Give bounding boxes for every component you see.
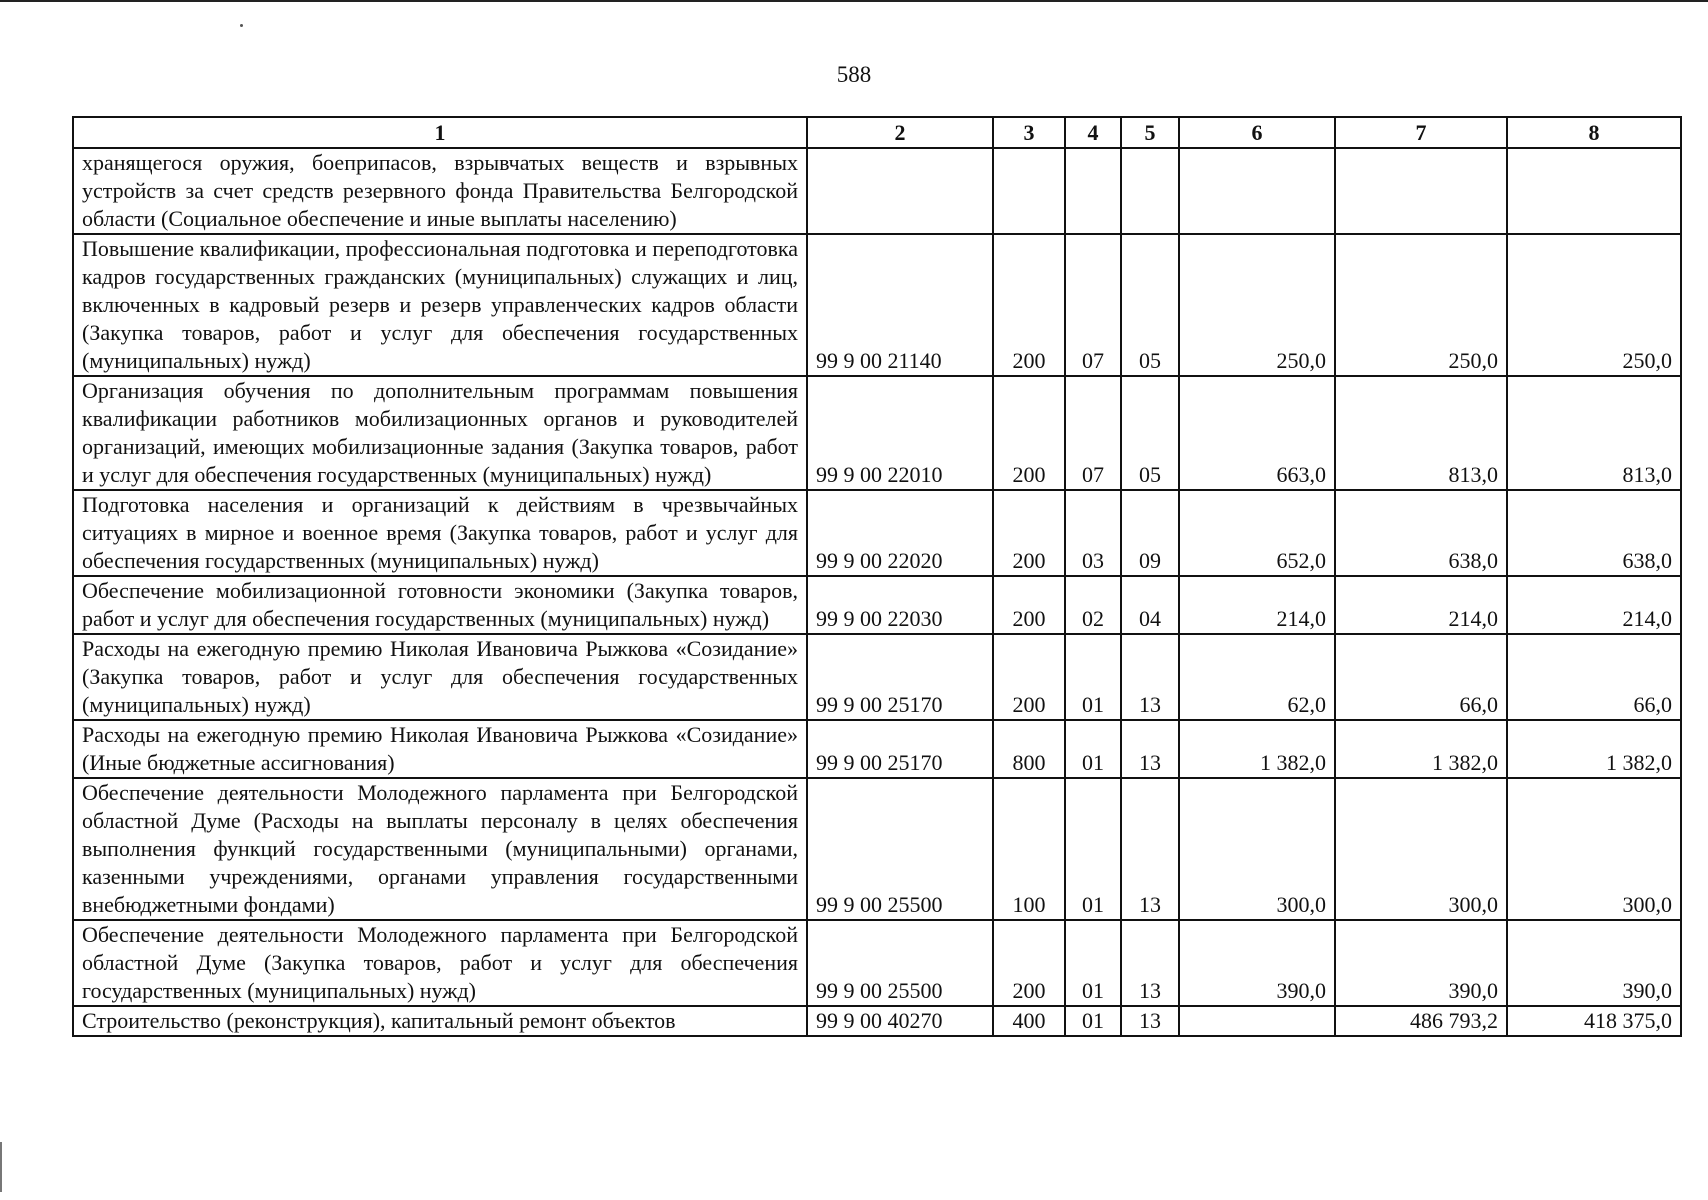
subsection-code: 05 [1121, 234, 1179, 376]
amount-col-7: 813,0 [1335, 376, 1507, 490]
amount-col-6: 214,0 [1179, 576, 1335, 634]
expense-description: Строительство (реконструкция), капитальный ремонт объектов [73, 1006, 807, 1036]
expense-type-code: 200 [993, 920, 1065, 1006]
amount-col-7: 66,0 [1335, 634, 1507, 720]
expense-type-code: 200 [993, 376, 1065, 490]
target-article-code: 99 9 00 22030 [807, 576, 993, 634]
table-row [73, 148, 1681, 234]
amount-col-6: 1 382,0 [1179, 720, 1335, 778]
expense-description: Обеспечение деятельности Молодежного парламента при Белгородской областной Думе (Закупка товаров, работ и услуг для обеспечения государственных (муниципальных) нужд) [73, 920, 807, 1006]
expense-type-code: 400 [993, 1006, 1065, 1036]
amount-col-7: 1 382,0 [1335, 720, 1507, 778]
expense-type-code: 200 [993, 234, 1065, 376]
target-article-code: 99 9 00 22020 [807, 490, 993, 576]
header-cell-2: 2 [807, 117, 993, 148]
header-cell-3: 3 [993, 117, 1065, 148]
section-code: 01 [1065, 920, 1121, 1006]
table-row [73, 576, 1681, 634]
header-cell-5: 5 [1121, 117, 1179, 148]
expense-type-code: 200 [993, 490, 1065, 576]
amount-col-8: 66,0 [1507, 634, 1681, 720]
target-article-code: 99 9 00 25170 [807, 720, 993, 778]
expense-type-code: 200 [993, 634, 1065, 720]
amount-col-8: 418 375,0 [1507, 1006, 1681, 1036]
expense-type-code: 100 [993, 778, 1065, 920]
amount-col-7: 214,0 [1335, 576, 1507, 634]
left-scan-mark [0, 1142, 2, 1192]
header-cell-4: 4 [1065, 117, 1121, 148]
amount-col-8: 638,0 [1507, 490, 1681, 576]
amount-col-6 [1179, 1006, 1335, 1036]
target-article-code [807, 148, 993, 234]
subsection-code: 13 [1121, 920, 1179, 1006]
subsection-code: 13 [1121, 720, 1179, 778]
amount-col-7: 300,0 [1335, 778, 1507, 920]
subsection-code: 09 [1121, 490, 1179, 576]
amount-col-8: 1 382,0 [1507, 720, 1681, 778]
expense-description: Повышение квалификации, профессиональная подготовка и переподготовка кадров государственных гражданских (муниципальных) служащих и лиц, включенных в кадровый резерв и резерв управленческих кадров области (Закупка товаров, работ и услуг для обеспечения государственных (муниципальных) нужд) [73, 234, 807, 376]
expense-type-code: 800 [993, 720, 1065, 778]
subsection-code: 13 [1121, 634, 1179, 720]
table-row [73, 778, 1681, 920]
amount-col-6: 390,0 [1179, 920, 1335, 1006]
table-row [73, 234, 1681, 376]
section-code: 07 [1065, 234, 1121, 376]
section-code: 03 [1065, 490, 1121, 576]
amount-col-7 [1335, 148, 1507, 234]
amount-col-8: 813,0 [1507, 376, 1681, 490]
subsection-code: 04 [1121, 576, 1179, 634]
subsection-code: 13 [1121, 1006, 1179, 1036]
table-row [73, 1006, 1681, 1036]
amount-col-8: 250,0 [1507, 234, 1681, 376]
expense-description: Организация обучения по дополнительным программам повышения квалификации работников мобилизационных органов и руководителей организаций, имеющих мобилизационные задания (Закупка товаров, работ и услуг для обеспечения государственных (муниципальных) нужд) [73, 376, 807, 490]
amount-col-6 [1179, 148, 1335, 234]
target-article-code: 99 9 00 25500 [807, 920, 993, 1006]
amount-col-8 [1507, 148, 1681, 234]
table-row [73, 634, 1681, 720]
header-cell-8: 8 [1507, 117, 1681, 148]
amount-col-6: 300,0 [1179, 778, 1335, 920]
subsection-code: 13 [1121, 778, 1179, 920]
budget-table [72, 116, 1682, 1037]
header-cell-7: 7 [1335, 117, 1507, 148]
section-code: 01 [1065, 1006, 1121, 1036]
subsection-code [1121, 148, 1179, 234]
target-article-code: 99 9 00 22010 [807, 376, 993, 490]
table-row [73, 920, 1681, 1006]
expense-description: хранящегося оружия, боеприпасов, взрывчатых веществ и взрывных устройств за счет средств резервного фонда Правительства Белгородской области (Социальное обеспечение и иные выплаты населению) [73, 148, 807, 234]
header-cell-1: 1 [73, 117, 807, 148]
amount-col-6: 62,0 [1179, 634, 1335, 720]
target-article-code: 99 9 00 25170 [807, 634, 993, 720]
expense-description: Подготовка населения и организаций к действиям в чрезвычайных ситуациях в мирное и военное время (Закупка товаров, работ и услуг для обеспечения государственных (муниципальных) нужд) [73, 490, 807, 576]
table-row [73, 490, 1681, 576]
expense-type-code: 200 [993, 576, 1065, 634]
top-border-line [0, 0, 1708, 2]
expense-description: Расходы на ежегодную премию Николая Ивановича Рыжкова «Созидание» (Иные бюджетные ассигнования) [73, 720, 807, 778]
section-code: 01 [1065, 720, 1121, 778]
header-cell-6: 6 [1179, 117, 1335, 148]
section-code: 02 [1065, 576, 1121, 634]
amount-col-6: 663,0 [1179, 376, 1335, 490]
page-number: 588 [836, 62, 872, 87]
amount-col-8: 390,0 [1507, 920, 1681, 1006]
section-code: 01 [1065, 634, 1121, 720]
expense-type-code [993, 148, 1065, 234]
section-code: 01 [1065, 778, 1121, 920]
amount-col-6: 250,0 [1179, 234, 1335, 376]
subsection-code: 05 [1121, 376, 1179, 490]
scan-speck [240, 24, 243, 27]
expense-description: Обеспечение деятельности Молодежного парламента при Белгородской областной Думе (Расходы на выплаты персоналу в целях обеспечения выполнения функций государственными (муниципальными) органами, казенными учреждениями, органами управления государственными внебюджетными фондами) [73, 778, 807, 920]
target-article-code: 99 9 00 21140 [807, 234, 993, 376]
target-article-code: 99 9 00 40270 [807, 1006, 993, 1036]
amount-col-7: 638,0 [1335, 490, 1507, 576]
amount-col-7: 486 793,2 [1335, 1006, 1507, 1036]
amount-col-8: 214,0 [1507, 576, 1681, 634]
section-code: 07 [1065, 376, 1121, 490]
table-row [73, 376, 1681, 490]
table-row [73, 720, 1681, 778]
expense-description: Расходы на ежегодную премию Николая Ивановича Рыжкова «Созидание» (Закупка товаров, работ и услуг для обеспечения государственных (муниципальных) нужд) [73, 634, 807, 720]
amount-col-7: 390,0 [1335, 920, 1507, 1006]
amount-col-8: 300,0 [1507, 778, 1681, 920]
expense-description: Обеспечение мобилизационной готовности экономики (Закупка товаров, работ и услуг для обеспечения государственных (муниципальных) нужд) [73, 576, 807, 634]
section-code [1065, 148, 1121, 234]
amount-col-7: 250,0 [1335, 234, 1507, 376]
amount-col-6: 652,0 [1179, 490, 1335, 576]
header-row [73, 117, 1681, 148]
target-article-code: 99 9 00 25500 [807, 778, 993, 920]
